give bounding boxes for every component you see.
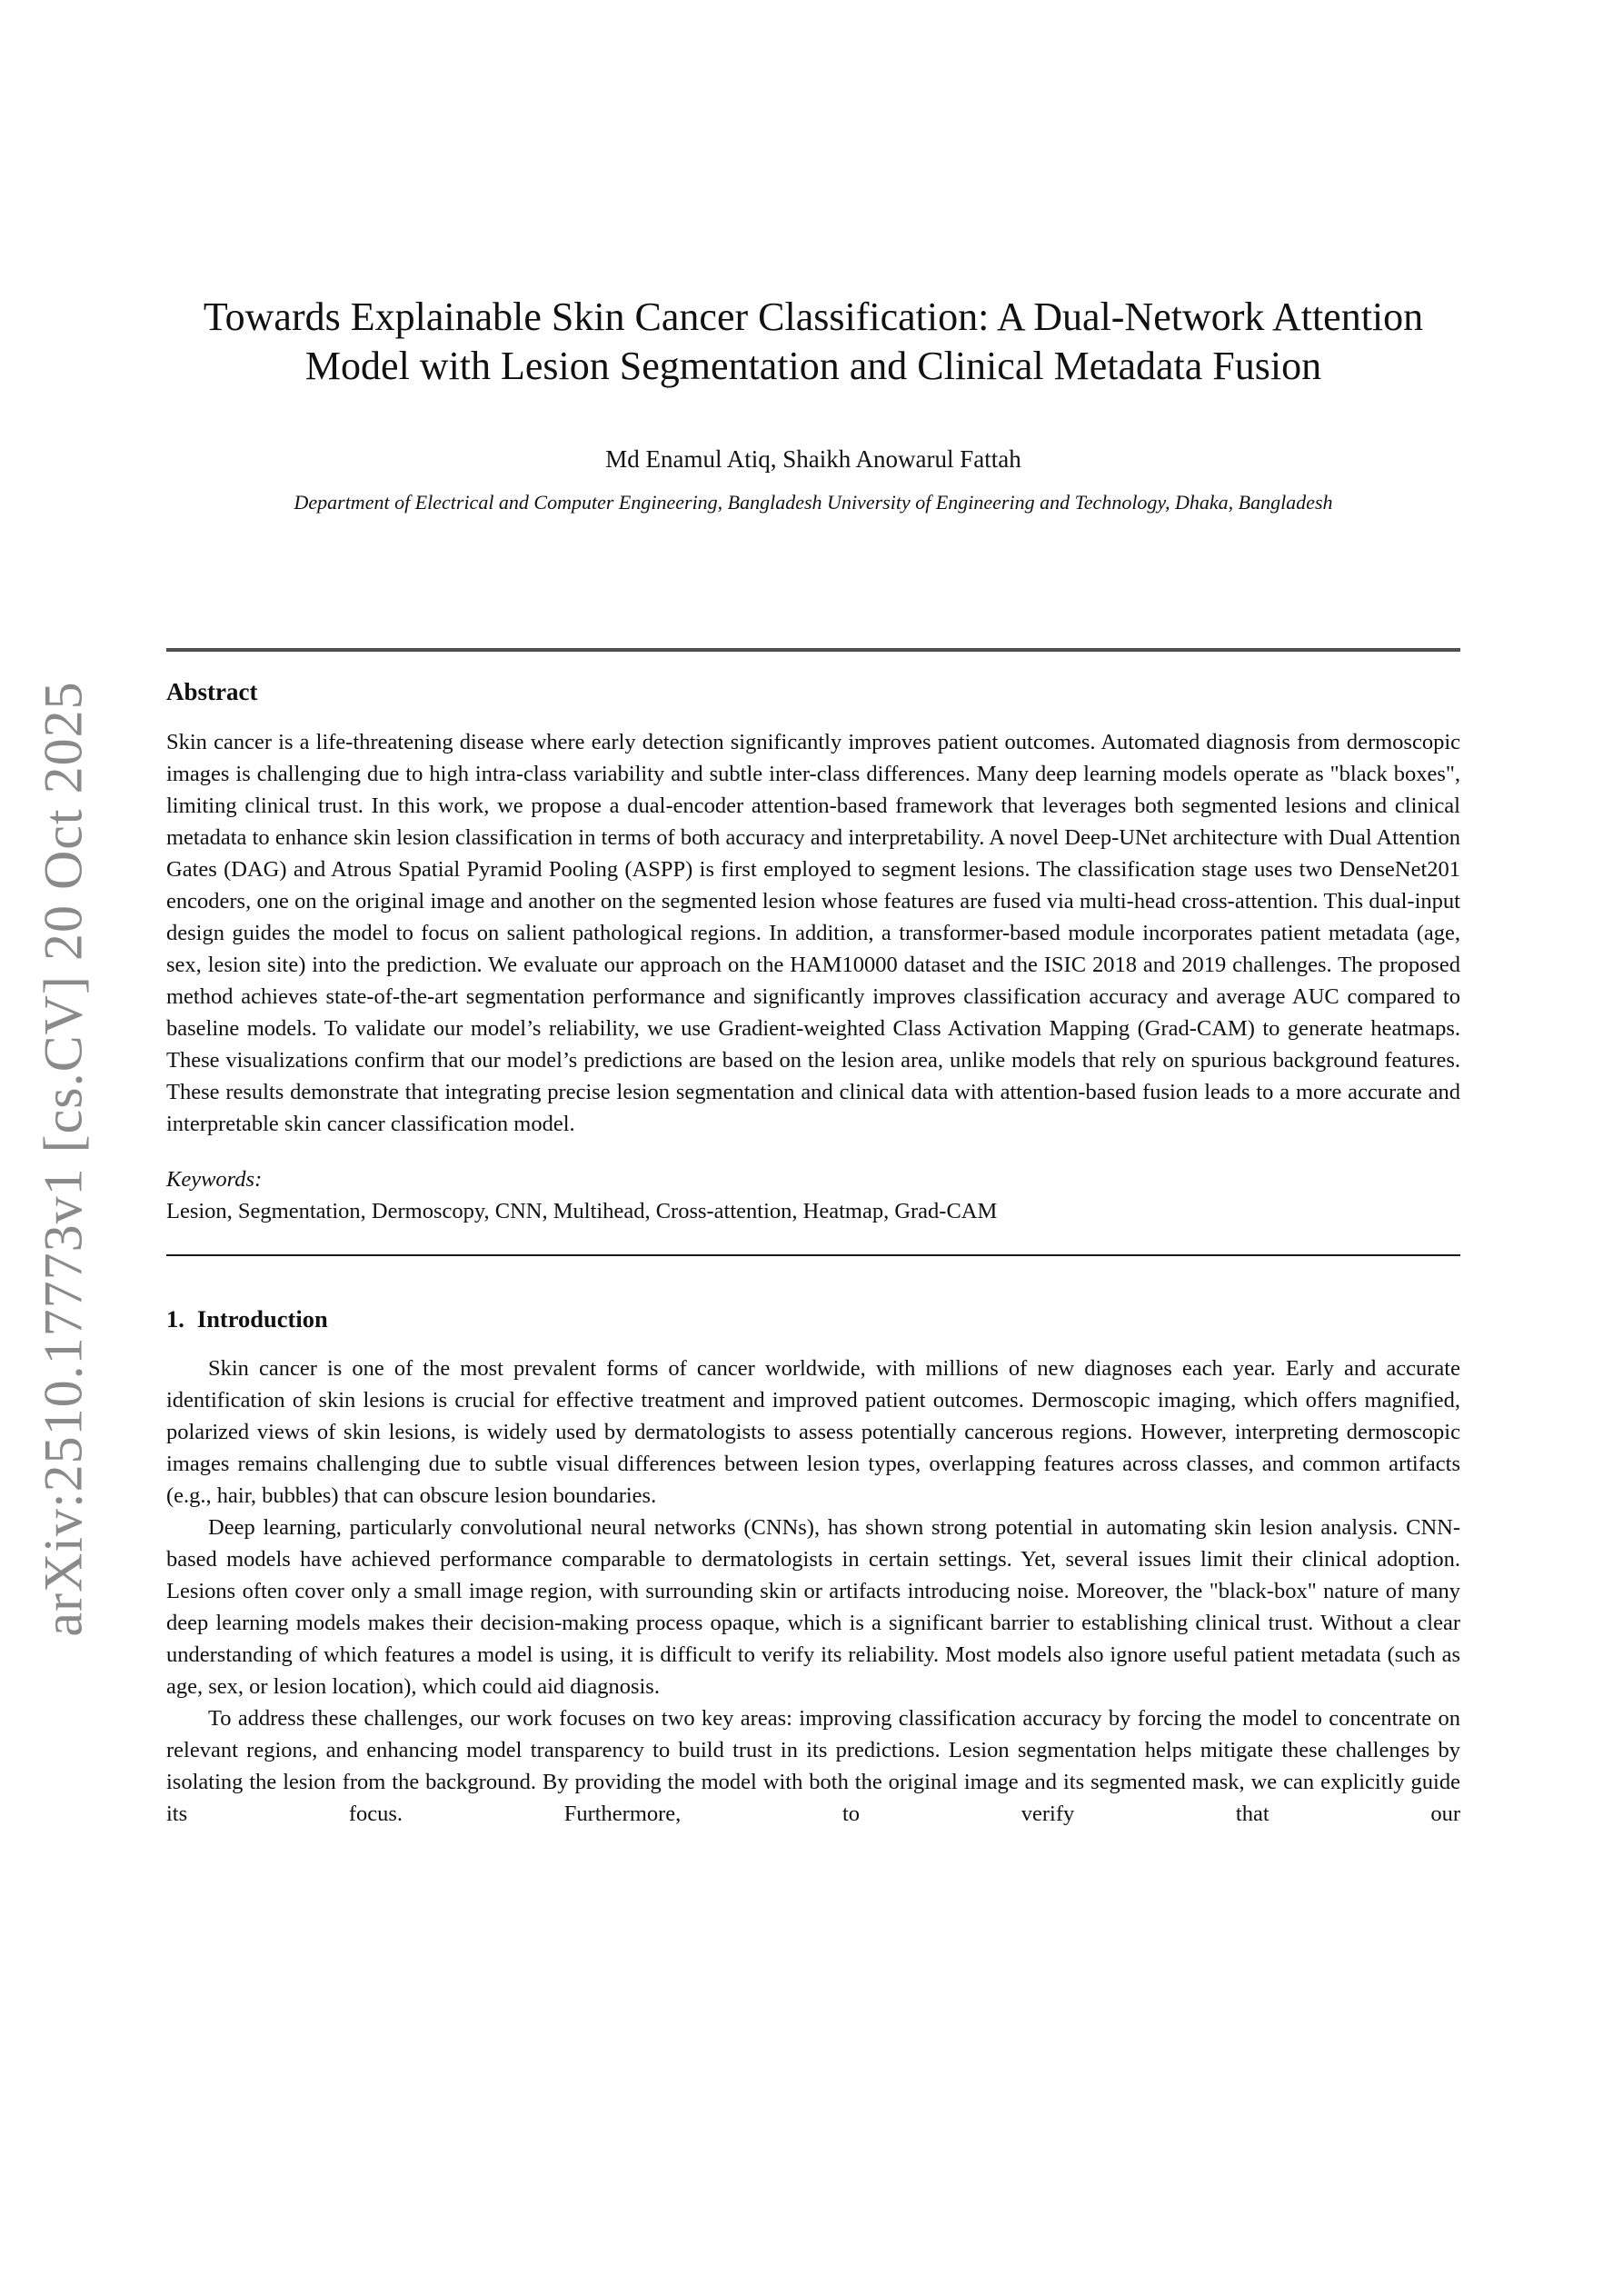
- keywords-text: Lesion, Segmentation, Dermoscopy, CNN, Multihead, Cross-attention, Heatmap, Grad-CAM: [166, 1199, 998, 1223]
- section-1-number: 1.: [166, 1305, 184, 1333]
- arxiv-watermark: arXiv:2510.17773v1 [cs.CV] 20 Oct 2025: [33, 681, 94, 1637]
- author-names: Md Enamul Atiq, Shaikh Anowarul Fattah: [605, 445, 1021, 473]
- abstract-top-rule: [166, 648, 1460, 652]
- section-1-heading: [166, 1304, 1460, 1334]
- abstract-bottom-rule: [166, 1254, 1460, 1256]
- paper-title-line-1: Towards Explainable Skin Cancer Classification: A Dual-Network Attention: [203, 294, 1424, 339]
- intro-paragraph-1: Skin cancer is one of the most prevalent forms of cancer worldwide, with millions of new diagnoses each year. Early and accurate identification of skin lesions is crucial for effective treatment and improved patient outcomes. Dermoscopic imaging, which offers magnified, polarized views of skin lesions, is widely used by dermatologists to assess potentially cancerous regions. However, interpreting dermoscopic images remains challenging due to subtle visual differences between lesion types, overlapping features across classes, and common artifacts (e.g., hair, bubbles) that can obscure lesion boundaries.: [166, 1356, 1460, 1508]
- paper-title-line-2: Model with Lesion Segmentation and Clinical Metadata Fusion: [304, 344, 1322, 388]
- abstract-heading: Abstract: [166, 678, 258, 705]
- keywords-label: Keywords:: [166, 1167, 263, 1192]
- intro-paragraph-2: Deep learning, particularly convolutional neural networks (CNNs), has shown strong potential in automating skin lesion analysis. CNN-based models have achieved performance comparable to dermatologists in certain settings. Yet, several issues limit their clinical adoption. Lesions often cover only a small image region, with surrounding skin or artifacts introducing noise. Moreover, the "black-box" nature of many deep learning models makes their decision-making process opaque, which is a significant barrier to establishing clinical trust. Without a clear understanding of which features a model is using, it is difficult to verify its reliability. Most models also ignore useful patient metadata (such as age, sex, or lesion location), which could aid diagnosis.: [166, 1515, 1460, 1699]
- paper-content: [166, 0, 1460, 1830]
- paper-title: [166, 0, 1460, 391]
- intro-paragraph-3: To address these challenges, our work focuses on two key areas: improving classification accuracy by forcing the model to concentrate on relevant regions, and enhancing model transparency to build trust in its predictions. Lesion segmentation helps mitigate these challenges by isolating the lesion from the background. By providing the model with both the original image and its segmented mask, we can explicitly guide its focus. Furthermore, to verify that our: [166, 1706, 1460, 1826]
- section-1-title: Introduction: [196, 1305, 328, 1333]
- author-affiliation: Department of Electrical and Computer Engineering, Bangladesh University of Engineering and Technology, Dhaka, Bangladesh: [294, 491, 1333, 514]
- abstract-text: Skin cancer is a life-threatening disease where early detection significantly improves patient outcomes. Automated diagnosis from dermoscopic images is challenging due to high intra-class variability and subtle inter-class differences. Many deep learning models operate as "black boxes", limiting clinical trust. In this work, we propose a dual-encoder attention-based framework that leverages both segmented lesions and clinical metadata to enhance skin lesion classification in terms of both accuracy and interpretability. A novel Deep-UNet architecture with Dual Attention Gates (DAG) and Atrous Spatial Pyramid Pooling (ASPP) is first employed to segment lesions. The classification stage uses two DenseNet201 encoders, one on the original image and another on the segmented lesion whose features are fused via multi-head cross-attention. This dual-input design guides the model to focus on salient pathological regions. In addition, a transformer-based module incorporates patient metadata (age, sex, lesion site) into the prediction. We evaluate our approach on the HAM10000 dataset and the ISIC 2018 and 2019 challenges. The proposed method achieves state-of-the-art segmentation performance and significantly improves classification accuracy and average AUC compared to baseline models. To validate our model’s reliability, we use Gradient-weighted Class Activation Mapping (Grad-CAM) to generate heatmaps. These visualizations confirm that our model’s predictions are based on the lesion area, unlike models that rely on spurious background features. These results demonstrate that integrating precise lesion segmentation and clinical data with attention-based fusion leads to a more accurate and interpretable skin cancer classification model.: [166, 730, 1460, 1136]
